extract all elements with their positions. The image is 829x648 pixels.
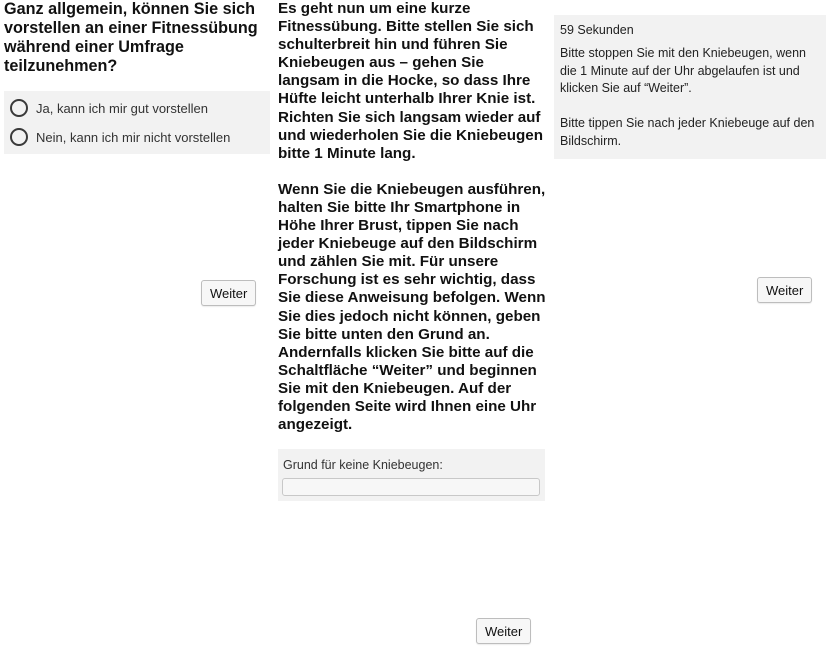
reason-box [278,449,545,501]
timer-instruction-1: Bitte stoppen Sie mit den Kniebeugen, wenn die 1 Minute auf der Uhr abgelaufen ist und klicken Sie auf “Weiter”. [560,46,807,95]
option-yes-label: Ja, kann ich mir gut vorstellen [36,100,208,116]
next-button[interactable]: Weiter [476,618,531,644]
reason-input[interactable] [282,478,540,496]
next-button[interactable]: Weiter [201,280,256,306]
answer-options [4,91,270,154]
instruction-text [278,0,548,434]
reason-label: Grund für keine Kniebeugen: [283,458,443,472]
question-title: Ganz allgemein, können Sie sich vorstellen an einer Fitnessübung während einer Umfrage teilzunehmen? [4,0,258,75]
timer-instructions [560,45,822,150]
timer-countdown: 59 Sekunden [560,23,634,37]
screen-instructions [276,0,548,648]
instruction-paragraph-2: Wenn Sie die Kniebeugen ausführen, halten Sie bitte Ihr Smartphone in Höhe Ihrer Brust, tippen Sie nach jeder Kniebeuge auf den Bildschirm und zählen Sie mit. Für unsere Forschung ist es sehr wichtig, dass Sie diese Anweisung befolgen. Wenn Sie dies jedoch nicht können, geben Sie bitte unten den Grund an. Andernfalls klicken Sie bitte auf die Schaltfläche “Weiter” und beginnen Sie mit den Kniebeugen. Auf der folgenden Seite wird Ihnen eine Uhr angezeigt. [278,180,546,434]
timer-box [554,15,826,159]
option-yes[interactable] [10,96,268,120]
option-no-label: Nein, kann ich mir nicht vorstellen [36,129,231,145]
screen-timer [552,0,829,648]
radio-no[interactable] [10,128,28,146]
timer-instruction-2: Bitte tippen Sie nach jeder Kniebeuge auf den Bildschirm. [560,116,815,148]
option-no[interactable] [10,125,268,149]
screen-question [0,0,272,648]
next-button[interactable]: Weiter [757,277,812,303]
instruction-paragraph-1: Es geht nun um eine kurze Fitnessübung. Bitte stellen Sie sich schulterbreit hin und führen Sie Kniebeugen aus – gehen Sie langsam in die Hocke, so dass Ihre Hüfte leicht unterhalb Ihrer Knie ist. Richten Sie sich langsam wieder auf und wiederholen Sie die Kniebeugen bitte 1 Minute lang. [278,0,543,162]
radio-yes[interactable] [10,99,28,117]
